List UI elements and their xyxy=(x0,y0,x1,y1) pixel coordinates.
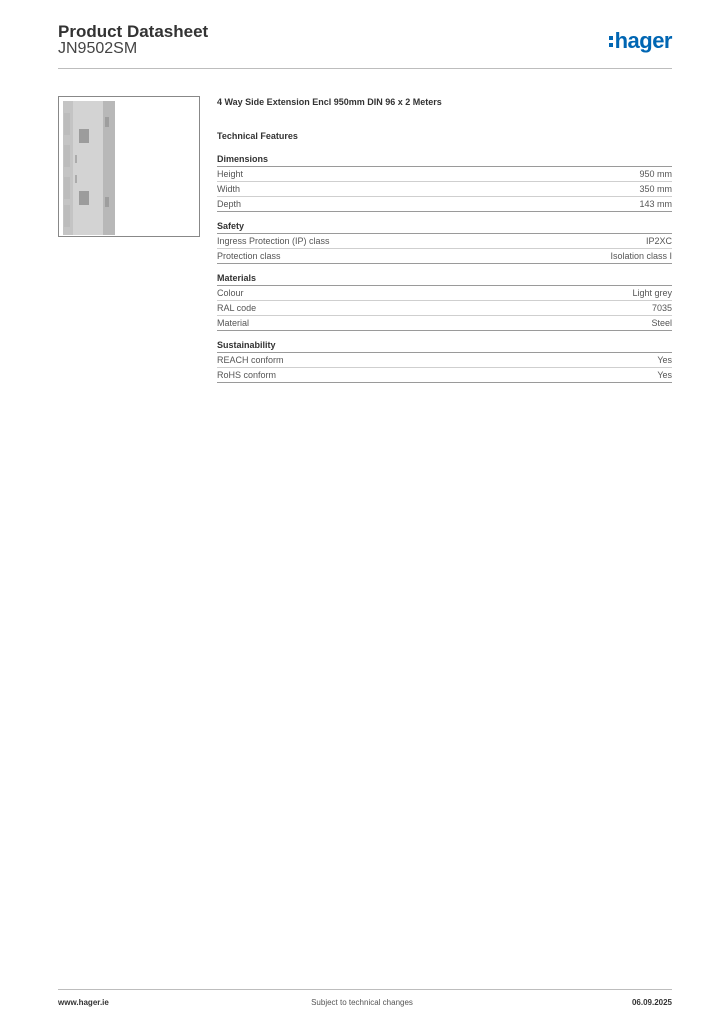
spec-value: Steel xyxy=(651,318,672,328)
enclosure-image xyxy=(58,96,200,237)
spec-section-materials xyxy=(217,273,672,331)
spec-row xyxy=(217,368,672,383)
spec-value: 950 mm xyxy=(639,169,672,179)
spec-value: Light grey xyxy=(632,288,672,298)
spec-content xyxy=(217,97,672,389)
section-title: Safety xyxy=(217,221,672,234)
spec-label: Material xyxy=(217,318,250,328)
spec-label: RoHS conform xyxy=(217,370,277,380)
spec-label: Ingress Protection (IP) class xyxy=(217,236,330,246)
footer-date: 06.09.2025 xyxy=(631,998,672,1007)
footer-divider xyxy=(58,989,672,990)
product-name: 4 Way Side Extension Encl 950mm DIN 96 x 2 Meters xyxy=(217,97,442,107)
spec-label: Depth xyxy=(217,199,242,209)
spec-label: Width xyxy=(217,184,241,194)
spec-label: RAL code xyxy=(217,303,257,313)
spec-row xyxy=(217,197,672,212)
spec-section-dimensions xyxy=(217,154,672,212)
spec-label: Height xyxy=(217,169,244,179)
spec-row xyxy=(217,234,672,249)
hager-logo xyxy=(609,28,672,54)
logo-text: hager xyxy=(614,28,672,53)
spec-label: Protection class xyxy=(217,251,281,261)
spec-row xyxy=(217,182,672,197)
footer-website: www.hager.ie xyxy=(58,998,109,1007)
header-divider xyxy=(58,68,672,69)
spec-value: IP2XC xyxy=(645,236,672,246)
footer-disclaimer: Subject to technical changes xyxy=(311,998,413,1007)
spec-value: 350 mm xyxy=(639,184,672,194)
spec-row xyxy=(217,301,672,316)
page-title: Product Datasheet xyxy=(58,22,209,41)
section-title: Sustainability xyxy=(217,340,672,353)
spec-row xyxy=(217,249,672,264)
spec-row xyxy=(217,286,672,301)
section-title: Dimensions xyxy=(217,154,672,167)
product-sku: JN9502SM xyxy=(58,40,138,57)
technical-features-heading: Technical Features xyxy=(217,131,298,141)
spec-section-sustainability xyxy=(217,340,672,383)
spec-value: 143 mm xyxy=(639,199,672,209)
spec-label: REACH conform xyxy=(217,355,284,365)
section-title: Materials xyxy=(217,273,672,286)
spec-value: Yes xyxy=(657,370,672,380)
logo-colon-icon xyxy=(609,36,613,47)
spec-row xyxy=(217,353,672,368)
spec-value: Yes xyxy=(657,355,672,365)
spec-row xyxy=(217,167,672,182)
spec-row xyxy=(217,316,672,331)
spec-sections xyxy=(217,154,672,383)
spec-section-safety xyxy=(217,221,672,264)
spec-value: 7035 xyxy=(651,303,672,313)
spec-label: Colour xyxy=(217,288,244,298)
spec-value: Isolation class I xyxy=(610,251,672,261)
